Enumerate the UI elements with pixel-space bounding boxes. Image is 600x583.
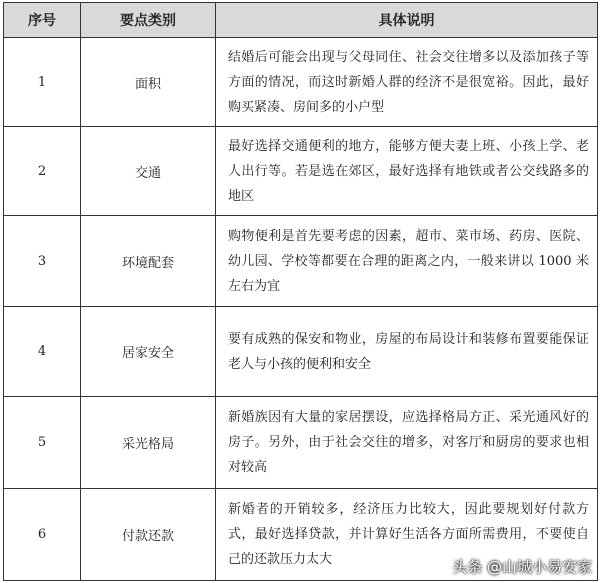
header-category: 要点类别 <box>81 3 216 38</box>
row-category: 居家安全 <box>81 307 216 397</box>
row-index: 3 <box>4 216 81 307</box>
row-category: 面积 <box>81 38 216 127</box>
table-row <box>4 307 598 397</box>
row-index: 4 <box>4 307 81 397</box>
row-category: 采光格局 <box>81 397 216 489</box>
row-description: 购物便利是首先要考虑的因素，超市、菜市场、药房、医院、幼儿园、学校等都要在合理的距离之内，一般来讲以 1000 米左右为宜 <box>216 216 598 307</box>
table-row <box>4 216 598 307</box>
table-row <box>4 127 598 216</box>
row-description: 结婚后可能会出现与父母同住、社会交往增多以及添加孩子等方面的情况，而这时新婚人群的经济不是很宽裕。因此，最好购买紧凑、房间多的小户型 <box>216 38 598 127</box>
row-category: 付款还款 <box>81 489 216 581</box>
row-description: 新婚族因有大量的家居摆设，应选择格局方正、采光通风好的房子。另外，由于社会交往的增多，对客厅和厨房的要求也相对较高 <box>216 397 598 489</box>
table-row <box>4 38 598 127</box>
row-description: 新婚者的开销较多，经济压力比较大，因此要规划好付款方式，最好选择贷款，并计算好生活各方面所需费用，不要使自己的还款压力太大 <box>216 489 598 581</box>
header-index: 序号 <box>4 3 81 38</box>
table-row <box>4 397 598 489</box>
row-category: 环境配套 <box>81 216 216 307</box>
row-index: 2 <box>4 127 81 216</box>
row-description: 最好选择交通便利的地方，能够方便夫妻上班、小孩上学、老人出行等。若是选在郊区，最好选择有地铁或者公交线路多的地区 <box>216 127 598 216</box>
row-category: 交通 <box>81 127 216 216</box>
header-description: 具体说明 <box>216 3 598 38</box>
info-table <box>3 2 598 581</box>
row-index: 1 <box>4 38 81 127</box>
table-header-row <box>4 3 598 38</box>
row-description: 要有成熟的保安和物业，房屋的布局设计和装修布置要能保证老人与小孩的便利和安全 <box>216 307 598 397</box>
row-index: 5 <box>4 397 81 489</box>
watermark: 头条 @山城小易安家 <box>452 558 592 576</box>
row-index: 6 <box>4 489 81 581</box>
